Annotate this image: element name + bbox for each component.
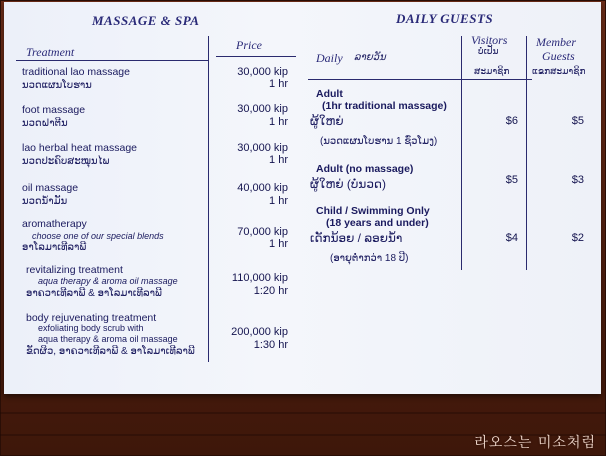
visitor-price: $5 bbox=[505, 174, 518, 186]
treatment-name: revitalizing treatment bbox=[26, 264, 123, 276]
treatment-duration: 1 hr bbox=[269, 195, 288, 207]
treatment-name-lao: ນວດແຜນໂບຮານ bbox=[22, 80, 92, 91]
treatment-name-lao: ອາຄວາເທີລາພີ & ອາໂລມາເທີລາພີ bbox=[26, 288, 162, 299]
column-divider bbox=[461, 36, 462, 270]
treatment-duration: 1 hr bbox=[269, 238, 288, 250]
visitor-price: $4 bbox=[505, 232, 518, 244]
guest-type: Adult (no massage) bbox=[316, 163, 414, 175]
visitors-column-header-lao: ສະມາຊິກ bbox=[474, 66, 510, 76]
treatment-name: oil massage bbox=[22, 182, 79, 194]
guest-type-note: (ອາຍຸຕ່ຳກວ່າ 18 ປີ) bbox=[330, 253, 409, 264]
visitor-price: $6 bbox=[505, 115, 518, 127]
treatment-price: 110,000 kip bbox=[231, 272, 288, 284]
wood-grain bbox=[0, 412, 606, 414]
treatment-name: lao herbal heat massage bbox=[22, 142, 137, 154]
column-divider bbox=[526, 36, 527, 270]
treatment-price: 30,000 kip bbox=[237, 142, 288, 154]
treatment-duration: 1 hr bbox=[269, 116, 288, 128]
treatment-name: traditional lao massage bbox=[22, 66, 130, 78]
guest-type-lao: ເດັກນ້ອຍ / ລອຍນ້ຳ bbox=[310, 231, 403, 245]
treatment-price: 40,000 kip bbox=[237, 182, 288, 194]
header-rule bbox=[308, 79, 532, 80]
treatment-note: aqua therapy & aroma oil massage bbox=[38, 276, 178, 286]
treatment-name: aromatherapy bbox=[22, 218, 87, 230]
header-rule bbox=[216, 56, 296, 57]
guest-type-note: (ນວດແຜນໂບຮານ 1 ຊົ່ວໂມງ) bbox=[320, 136, 438, 147]
treatment-name-lao: ອາໂລມາເທີລາພີ bbox=[22, 242, 87, 253]
member-column-header-lao: ແຂກສະມາຊິກ bbox=[532, 66, 586, 76]
guest-type-lao: ຜູ້ໃຫຍ່ (ບໍ່ນວດ) bbox=[310, 177, 386, 191]
watermark-text: 라오스는 미소처럼 bbox=[474, 435, 596, 451]
guest-type-detail: (1hr traditional massage) bbox=[322, 100, 447, 112]
guests-section-title: DAILY GUESTS bbox=[396, 11, 494, 26]
treatment-duration: 1 hr bbox=[269, 78, 288, 90]
price-sheet bbox=[4, 2, 601, 394]
header-rule bbox=[16, 60, 208, 61]
treatment-note: aqua therapy & aroma oil massage bbox=[38, 334, 178, 344]
treatment-note: choose one of our special blends bbox=[32, 231, 164, 241]
treatment-duration: 1:20 hr bbox=[253, 285, 288, 297]
member-price: $2 bbox=[571, 232, 584, 244]
treatment-column-header: Treatment bbox=[26, 45, 75, 59]
member-price: $5 bbox=[571, 115, 584, 127]
visitors-column-header-lao: ບໍ່ເປັນ bbox=[478, 46, 499, 56]
treatment-name-lao: ນວດຝາຕີນ bbox=[22, 118, 68, 129]
treatment-name: body rejuvenating treatment bbox=[26, 312, 157, 324]
massage-section-title: MASSAGE & SPA bbox=[92, 13, 200, 28]
guest-type-lao: ຜູ້ໃຫຍ່ bbox=[310, 114, 344, 128]
guest-type: Child / Swimming Only bbox=[316, 205, 430, 217]
visitors-column-header: Visitors bbox=[471, 33, 508, 47]
treatment-duration: 1 hr bbox=[269, 154, 288, 166]
daily-column-header: Daily bbox=[316, 51, 343, 65]
treatment-name-lao: ນວດນ້ຳມັນ bbox=[22, 196, 68, 207]
member-price: $3 bbox=[571, 174, 584, 186]
daily-column-header-lao: ລາຍວັນ bbox=[354, 52, 386, 63]
treatment-price: 200,000 kip bbox=[231, 326, 288, 338]
treatment-note: exfoliating body scrub with bbox=[38, 323, 144, 333]
treatment-price: 30,000 kip bbox=[237, 103, 288, 115]
guest-type: Adult bbox=[316, 88, 343, 100]
treatment-price: 70,000 kip bbox=[237, 226, 288, 238]
treatment-duration: 1:30 hr bbox=[253, 339, 288, 351]
member-column-header: Member bbox=[536, 35, 576, 49]
price-column-header: Price bbox=[236, 38, 262, 52]
treatment-price: 30,000 kip bbox=[237, 66, 288, 78]
guest-type-detail: (18 years and under) bbox=[326, 217, 429, 229]
member-column-header: Guests bbox=[542, 49, 575, 63]
treatment-name-lao: ນວດປະຄົບສະໝຸນໄພ bbox=[22, 156, 110, 167]
treatment-name: foot massage bbox=[22, 104, 86, 116]
treatment-name-lao: ຂັດຜິວ, ອາຄວາເທີລາພີ & ອາໂລມາເທີລາພີ bbox=[26, 346, 195, 357]
